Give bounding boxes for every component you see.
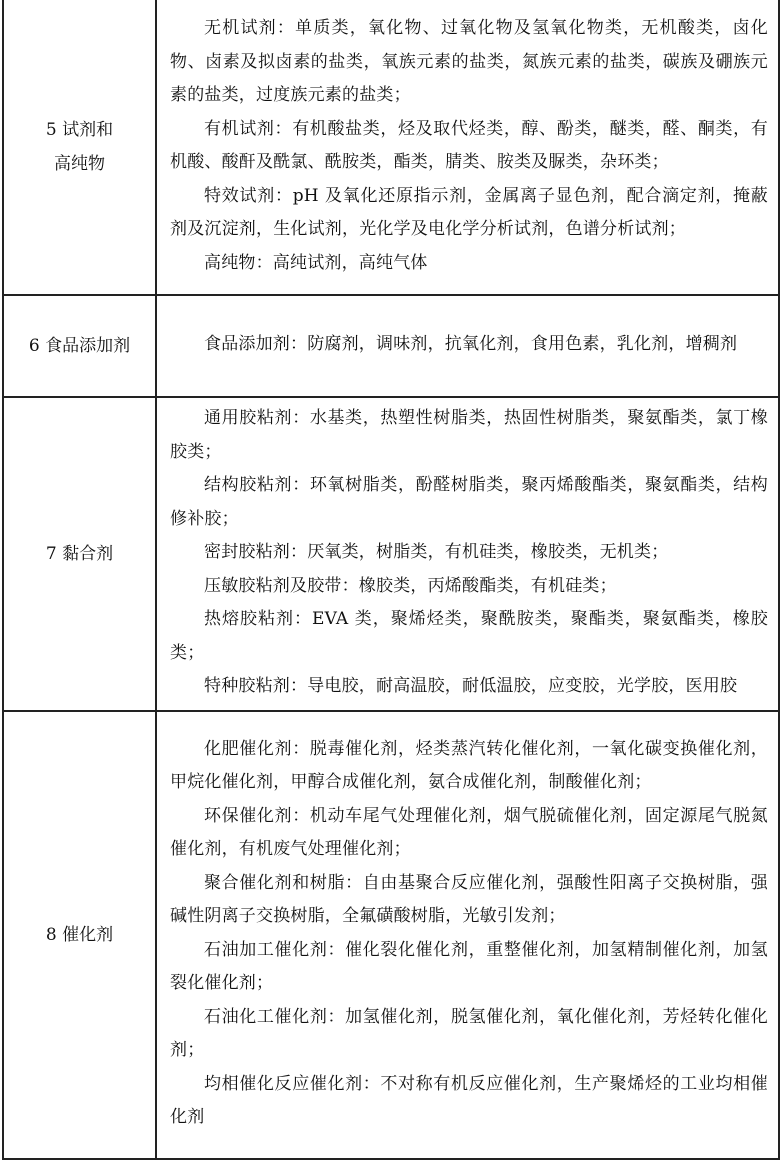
category-cell: [3, 397, 156, 711]
category-cell: [3, 711, 156, 1159]
content-paragraph: 有机试剂：有机酸盐类，烃及取代烃类，醇、酚类，醚类，醛、酮类，有机酸、酸酐及酰氯、酰胺类，酯类，腈类、胺类及脲类，杂环类；: [170, 118, 768, 172]
category-label-line: 5 试剂和: [45, 120, 114, 140]
content-paragraph: 特种胶粘剂：导电胶，耐高温胶，耐低温胶，应变胶，光学胶，医用胶: [204, 676, 738, 696]
category-cell: [3, 0, 156, 295]
content-paragraph: 高纯物：高纯试剂，高纯气体: [204, 252, 428, 273]
content-paragraph: 无机试剂：单质类，氧化物、过氧化物及氢氧化物类，无机酸类，卤化物、卤素及拟卤素的盐类，氧族元素的盐类，氮族元素的盐类，碳族及硼族元素的盐类，过度族元素的盐类；: [170, 18, 768, 105]
content-paragraph: 石油加工催化剂：催化裂化催化剂，重整催化剂，加氢精制催化剂，加氢裂化催化剂；: [170, 939, 768, 993]
content-cell: [156, 397, 779, 711]
content-paragraph: 环保催化剂：机动车尾气处理催化剂，烟气脱硫催化剂，固定源尾气脱氮催化剂，有机废气处理催化剂；: [170, 805, 768, 859]
content-cell: [156, 0, 779, 295]
content-paragraph: 聚合催化剂和树脂：自由基聚合反应催化剂，强酸性阳离子交换树脂，强碱性阴离子交换树脂，全氟磺酸树脂，光敏引发剂；: [170, 872, 768, 926]
table-row: [3, 0, 779, 295]
content-paragraph: 食品添加剂：防腐剂，调味剂，抗氧化剂，食用色素，乳化剂，增稠剂: [204, 334, 738, 355]
content-paragraph: 通用胶粘剂：水基类，热塑性树脂类，热固性树脂类，聚氨酯类，氯丁橡胶类；: [170, 408, 768, 462]
content-paragraph: 均相催化反应催化剂：不对称有机反应催化剂，生产聚烯烃的工业均相催化剂: [170, 1073, 768, 1127]
category-cell: [3, 295, 156, 397]
content-paragraph: 结构胶粘剂：环氧树脂类，酚醛树脂类，聚丙烯酸酯类，聚氨酯类，结构修补胶；: [170, 475, 768, 529]
category-label-line: 6 食品添加剂: [28, 336, 131, 356]
category-label-line: 7 黏合剂: [45, 543, 114, 564]
content-cell: [156, 295, 779, 397]
content-paragraph: 热熔胶粘剂：EVA 类，聚烯烃类，聚酰胺类，聚酯类，聚氨酯类，橡胶类；: [170, 609, 768, 663]
table-row: [3, 711, 779, 1159]
table-row: [3, 295, 779, 397]
content-cell: [156, 711, 779, 1159]
content-paragraph: 化肥催化剂：脱毒催化剂，烃类蒸汽转化催化剂，一氧化碳变换催化剂，甲烷化催化剂，甲醇合成催化剂，氨合成催化剂，制酸催化剂；: [170, 738, 768, 792]
content-paragraph: 密封胶粘剂：厌氧类，树脂类，有机硅类，橡胶类，无机类；: [204, 542, 669, 562]
classification-table: [2, 0, 780, 1160]
table-row: [3, 397, 779, 711]
category-label-line: 8 催化剂: [45, 924, 114, 945]
content-paragraph: 石油化工催化剂：加氢催化剂，脱氢催化剂，氧化催化剂，芳烃转化催化剂；: [170, 1006, 768, 1060]
content-paragraph: 特效试剂：pH 及氧化还原指示剂，金属离子显色剂，配合滴定剂，掩蔽剂及沉淀剂，生化试剂，光化学及电化学分析试剂，色谱分析试剂；: [170, 185, 768, 239]
category-label-line: 高纯物: [54, 154, 105, 174]
content-paragraph: 压敏胶粘剂及胶带：橡胶类，丙烯酸酯类，有机硅类；: [204, 575, 617, 596]
